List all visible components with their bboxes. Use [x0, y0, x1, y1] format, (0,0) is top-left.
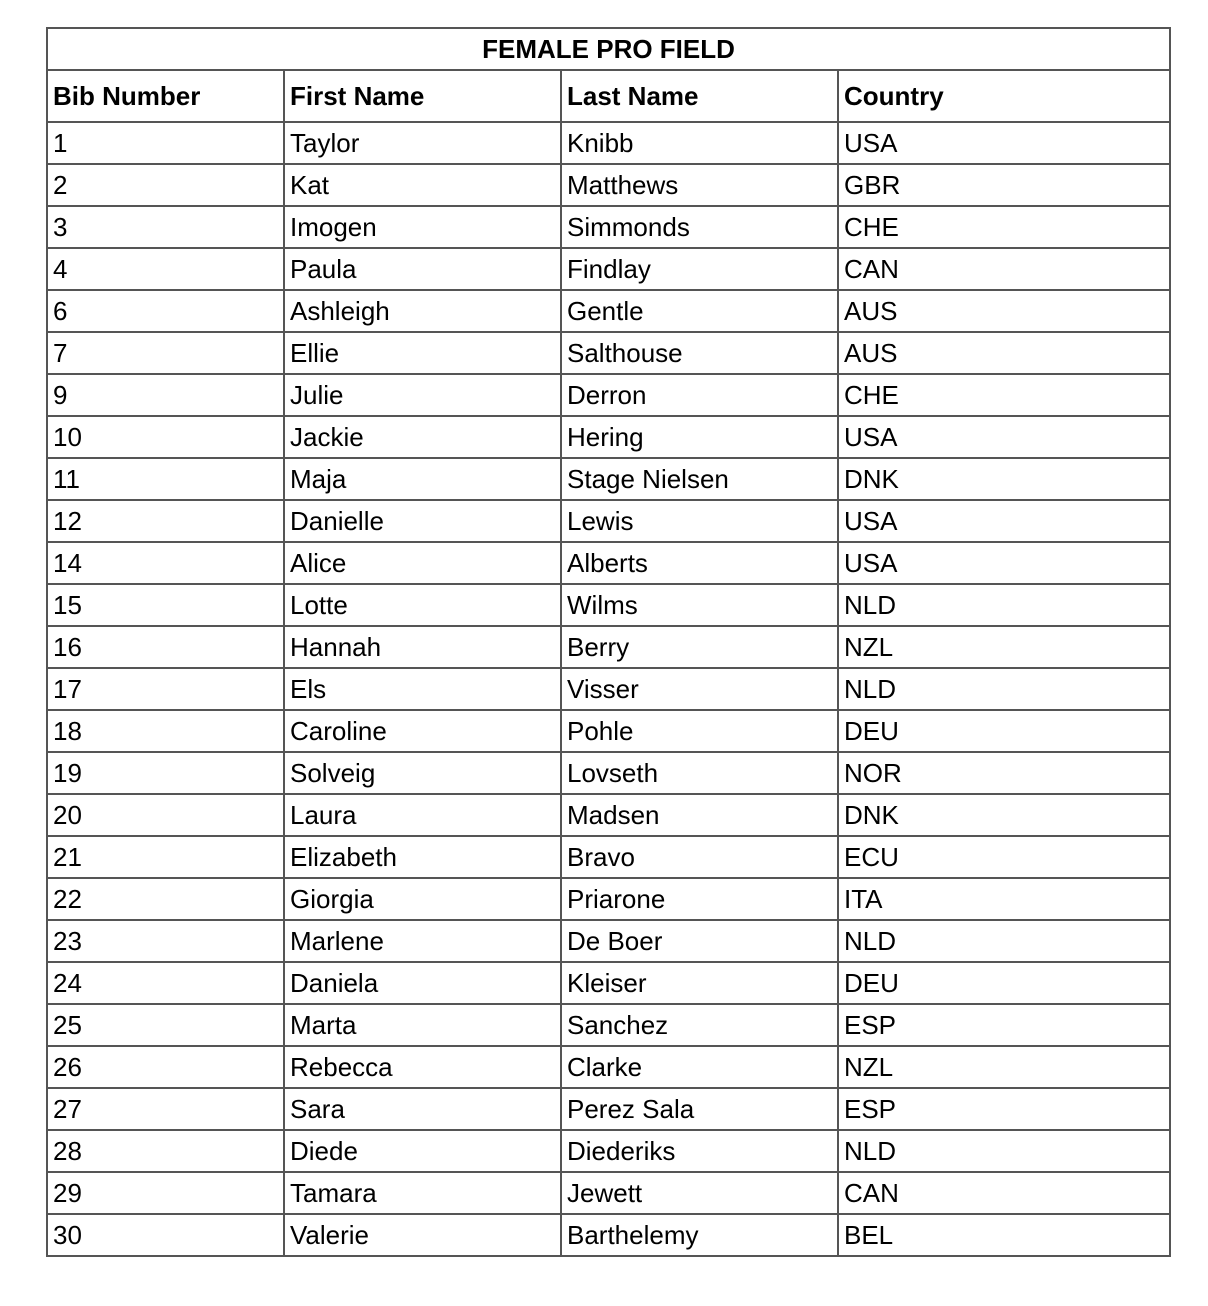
last-name-cell: Berry — [561, 626, 838, 668]
country-cell: CHE — [838, 206, 1170, 248]
table-body — [47, 122, 1170, 1256]
bib-number-cell: 12 — [47, 500, 284, 542]
last-name-cell: Visser — [561, 668, 838, 710]
first-name-cell: Els — [284, 668, 561, 710]
last-name-cell: Priarone — [561, 878, 838, 920]
country-cell: NZL — [838, 1046, 1170, 1088]
table-title-row — [47, 28, 1170, 70]
header-first-name: First Name — [284, 70, 561, 122]
last-name-cell: Kleiser — [561, 962, 838, 1004]
table-row — [47, 1046, 1170, 1088]
first-name-cell: Lotte — [284, 584, 561, 626]
table-row — [47, 542, 1170, 584]
country-cell: NZL — [838, 626, 1170, 668]
last-name-cell: Clarke — [561, 1046, 838, 1088]
first-name-cell: Jackie — [284, 416, 561, 458]
last-name-cell: Salthouse — [561, 332, 838, 374]
table-row — [47, 1214, 1170, 1256]
country-cell: USA — [838, 416, 1170, 458]
country-cell: BEL — [838, 1214, 1170, 1256]
table-row — [47, 416, 1170, 458]
bib-number-cell: 28 — [47, 1130, 284, 1172]
last-name-cell: Simmonds — [561, 206, 838, 248]
table-row — [47, 794, 1170, 836]
last-name-cell: Lewis — [561, 500, 838, 542]
table-row — [47, 500, 1170, 542]
country-cell: ECU — [838, 836, 1170, 878]
table-row — [47, 290, 1170, 332]
first-name-cell: Maja — [284, 458, 561, 500]
first-name-cell: Tamara — [284, 1172, 561, 1214]
last-name-cell: Jewett — [561, 1172, 838, 1214]
country-cell: DEU — [838, 962, 1170, 1004]
bib-number-cell: 6 — [47, 290, 284, 332]
first-name-cell: Caroline — [284, 710, 561, 752]
table-row — [47, 1004, 1170, 1046]
table-row — [47, 332, 1170, 374]
table-row — [47, 584, 1170, 626]
first-name-cell: Alice — [284, 542, 561, 584]
bib-number-cell: 4 — [47, 248, 284, 290]
last-name-cell: Sanchez — [561, 1004, 838, 1046]
table-row — [47, 752, 1170, 794]
header-last-name: Last Name — [561, 70, 838, 122]
last-name-cell: Madsen — [561, 794, 838, 836]
table-row — [47, 1172, 1170, 1214]
table-row — [47, 164, 1170, 206]
bib-number-cell: 26 — [47, 1046, 284, 1088]
table-row — [47, 878, 1170, 920]
first-name-cell: Julie — [284, 374, 561, 416]
bib-number-cell: 22 — [47, 878, 284, 920]
last-name-cell: Bravo — [561, 836, 838, 878]
country-cell: ESP — [838, 1004, 1170, 1046]
first-name-cell: Giorgia — [284, 878, 561, 920]
first-name-cell: Ashleigh — [284, 290, 561, 332]
country-cell: CAN — [838, 248, 1170, 290]
country-cell: AUS — [838, 332, 1170, 374]
first-name-cell: Valerie — [284, 1214, 561, 1256]
table-header-row — [47, 70, 1170, 122]
last-name-cell: Hering — [561, 416, 838, 458]
first-name-cell: Diede — [284, 1130, 561, 1172]
country-cell: USA — [838, 500, 1170, 542]
bib-number-cell: 9 — [47, 374, 284, 416]
country-cell: ITA — [838, 878, 1170, 920]
bib-number-cell: 3 — [47, 206, 284, 248]
bib-number-cell: 16 — [47, 626, 284, 668]
last-name-cell: Gentle — [561, 290, 838, 332]
last-name-cell: Stage Nielsen — [561, 458, 838, 500]
table-row — [47, 836, 1170, 878]
bib-number-cell: 30 — [47, 1214, 284, 1256]
bib-number-cell: 14 — [47, 542, 284, 584]
last-name-cell: Pohle — [561, 710, 838, 752]
country-cell: NLD — [838, 668, 1170, 710]
bib-number-cell: 7 — [47, 332, 284, 374]
bib-number-cell: 21 — [47, 836, 284, 878]
table-row — [47, 1088, 1170, 1130]
country-cell: NLD — [838, 920, 1170, 962]
last-name-cell: Lovseth — [561, 752, 838, 794]
last-name-cell: Barthelemy — [561, 1214, 838, 1256]
first-name-cell: Daniela — [284, 962, 561, 1004]
first-name-cell: Sara — [284, 1088, 561, 1130]
bib-number-cell: 17 — [47, 668, 284, 710]
last-name-cell: Knibb — [561, 122, 838, 164]
table-row — [47, 374, 1170, 416]
last-name-cell: Alberts — [561, 542, 838, 584]
female-pro-field-table — [46, 27, 1171, 1257]
bib-number-cell: 27 — [47, 1088, 284, 1130]
header-bib-number: Bib Number — [47, 70, 284, 122]
country-cell: ESP — [838, 1088, 1170, 1130]
country-cell: CAN — [838, 1172, 1170, 1214]
first-name-cell: Kat — [284, 164, 561, 206]
table-row — [47, 1130, 1170, 1172]
last-name-cell: Derron — [561, 374, 838, 416]
bib-number-cell: 1 — [47, 122, 284, 164]
last-name-cell: Findlay — [561, 248, 838, 290]
table-row — [47, 206, 1170, 248]
bib-number-cell: 11 — [47, 458, 284, 500]
bib-number-cell: 18 — [47, 710, 284, 752]
first-name-cell: Imogen — [284, 206, 561, 248]
country-cell: DEU — [838, 710, 1170, 752]
country-cell: NLD — [838, 584, 1170, 626]
bib-number-cell: 10 — [47, 416, 284, 458]
table-row — [47, 962, 1170, 1004]
first-name-cell: Hannah — [284, 626, 561, 668]
country-cell: NLD — [838, 1130, 1170, 1172]
country-cell: USA — [838, 122, 1170, 164]
country-cell: NOR — [838, 752, 1170, 794]
first-name-cell: Ellie — [284, 332, 561, 374]
bib-number-cell: 25 — [47, 1004, 284, 1046]
table-row — [47, 920, 1170, 962]
bib-number-cell: 24 — [47, 962, 284, 1004]
table-container — [46, 27, 1169, 1257]
bib-number-cell: 23 — [47, 920, 284, 962]
first-name-cell: Taylor — [284, 122, 561, 164]
bib-number-cell: 29 — [47, 1172, 284, 1214]
table-row — [47, 458, 1170, 500]
bib-number-cell: 2 — [47, 164, 284, 206]
country-cell: GBR — [838, 164, 1170, 206]
table-row — [47, 626, 1170, 668]
country-cell: USA — [838, 542, 1170, 584]
bib-number-cell: 15 — [47, 584, 284, 626]
last-name-cell: Matthews — [561, 164, 838, 206]
table-title: FEMALE PRO FIELD — [47, 28, 1170, 70]
last-name-cell: Perez Sala — [561, 1088, 838, 1130]
last-name-cell: Diederiks — [561, 1130, 838, 1172]
country-cell: CHE — [838, 374, 1170, 416]
last-name-cell: De Boer — [561, 920, 838, 962]
header-country: Country — [838, 70, 1170, 122]
country-cell: DNK — [838, 794, 1170, 836]
bib-number-cell: 20 — [47, 794, 284, 836]
bib-number-cell: 19 — [47, 752, 284, 794]
country-cell: DNK — [838, 458, 1170, 500]
first-name-cell: Elizabeth — [284, 836, 561, 878]
first-name-cell: Danielle — [284, 500, 561, 542]
table-row — [47, 248, 1170, 290]
first-name-cell: Marta — [284, 1004, 561, 1046]
first-name-cell: Rebecca — [284, 1046, 561, 1088]
first-name-cell: Marlene — [284, 920, 561, 962]
first-name-cell: Solveig — [284, 752, 561, 794]
last-name-cell: Wilms — [561, 584, 838, 626]
table-row — [47, 710, 1170, 752]
first-name-cell: Paula — [284, 248, 561, 290]
country-cell: AUS — [838, 290, 1170, 332]
first-name-cell: Laura — [284, 794, 561, 836]
table-row — [47, 122, 1170, 164]
table-row — [47, 668, 1170, 710]
